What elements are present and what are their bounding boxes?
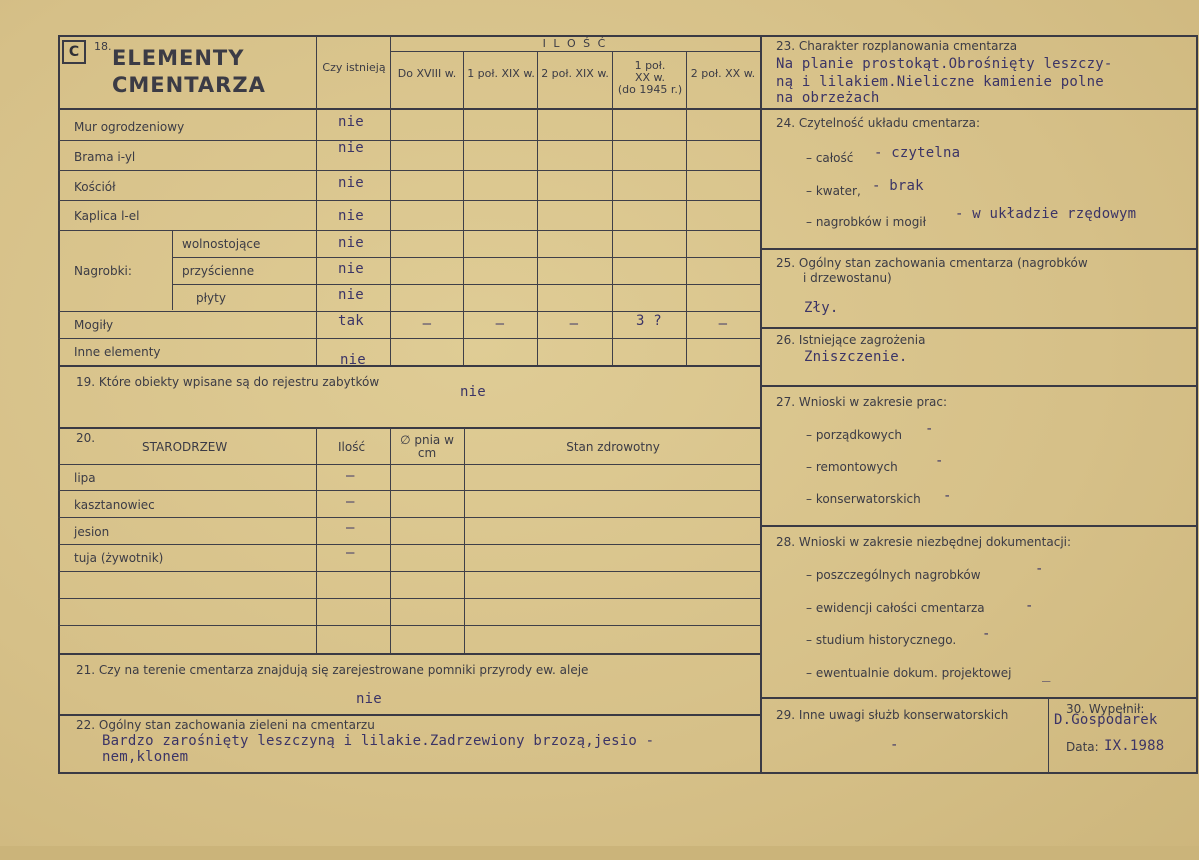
h-line: [58, 140, 760, 141]
q26-value: Zniszczenie.: [804, 349, 908, 365]
row-label-brama: Brama i-yl: [74, 150, 136, 164]
q21-label: 21. Czy na terenie cmentarza znajdują się zarejestrowane pomniki przyrody ew. aleje: [76, 663, 589, 677]
q24-item-calosc: – całość: [806, 151, 854, 165]
frame-top: [58, 35, 1198, 37]
h-line: [58, 464, 760, 465]
h-line: [762, 108, 1198, 110]
v-line: [390, 36, 391, 366]
h-line: [58, 517, 760, 518]
row-value-inne: nie: [340, 352, 366, 368]
tree-name-kasztanowiec: kasztanowiec: [74, 498, 155, 512]
q30-date-label: Data:: [1066, 740, 1099, 754]
q27-item-remontowych: – remontowych: [806, 460, 898, 474]
h-line: [58, 427, 760, 429]
section-number: 18.: [94, 40, 112, 53]
col-1-xix: 1 poł. XIX w.: [467, 67, 535, 80]
col-1-xx-b: XX w.: [634, 71, 666, 84]
row-label-mogily: Mogiły: [74, 318, 114, 332]
h-line: [172, 284, 760, 285]
frame-bottom: [58, 772, 1198, 774]
q28-value-studium: -: [982, 626, 991, 642]
mogily-1-xx: 3 ?: [636, 313, 662, 329]
row-value-kosciol: nie: [338, 175, 364, 191]
q28-label: 28. Wnioski w zakresie niezbędnej dokumentacji:: [776, 535, 1072, 549]
row-label-kosciol: Kościół: [74, 180, 116, 194]
col-xviii: Do XVIII w.: [397, 67, 457, 80]
h-line: [58, 598, 760, 599]
column-divider: [760, 35, 762, 774]
row-label-mur: Mur ogrodzeniowy: [74, 120, 185, 134]
mogily-xviii: –: [422, 316, 432, 332]
v-line: [612, 52, 613, 366]
q20-number: 20.: [76, 431, 96, 445]
q29-label: 29. Inne uwagi służb konserwatorskich: [776, 708, 1009, 722]
q24-value-kwater: - brak: [872, 178, 924, 194]
q28-value-projektowej: _: [1042, 666, 1051, 682]
q24-item-kwater: – kwater,: [806, 184, 861, 198]
mogily-2-xix: –: [569, 316, 579, 332]
title-line1: ELEMENTY: [112, 46, 245, 70]
ilosc-header: I L O Ś Ć: [542, 37, 608, 50]
q21-value: nie: [356, 691, 382, 707]
tree-name-jesion: jesion: [74, 525, 110, 539]
h-line: [58, 365, 760, 367]
col-1-xx-a: 1 poł.: [634, 59, 666, 72]
h-line: [58, 714, 760, 716]
row-value-brama: nie: [338, 140, 364, 156]
row-label-kaplica: Kaplica l-el: [74, 209, 140, 223]
row-label-plyty: płyty: [196, 291, 226, 305]
q25-label-line1: 25. Ogólny stan zachowania cmentarza (nagrobków: [776, 256, 1088, 270]
tree-name-lipa: lipa: [74, 471, 96, 485]
tree-count-lipa: –: [346, 468, 355, 484]
frame-right: [1196, 35, 1198, 774]
section-code: C: [62, 40, 86, 64]
h-line: [762, 327, 1198, 329]
row-value-kaplica: nie: [338, 208, 364, 224]
h-line: [762, 525, 1198, 527]
h-line: [58, 170, 760, 171]
q24-label: 24. Czytelność układu cmentarza:: [776, 116, 981, 130]
col-czy-istnieja: Czy istnieją: [322, 61, 386, 74]
row-value-przyscienne: nie: [338, 261, 364, 277]
q23-line1: Na planie prostokąt.Obrośnięty leszczy-: [776, 56, 1113, 72]
v-line: [1048, 698, 1049, 773]
q24-value-nagrobkow: - w układzie rzędowym: [955, 206, 1137, 222]
col-1-xx-c: (do 1945 r.): [617, 83, 683, 96]
ilosc-underline: [390, 51, 760, 52]
nagrobki-label: Nagrobki:: [74, 264, 132, 278]
v-line: [463, 52, 464, 366]
q22-line1: Bardzo zarośnięty leszczyną i lilakie.Zadrzewiony brzozą,jesio -: [102, 733, 655, 749]
q20-col-stan: Stan zdrowotny: [566, 440, 660, 454]
v-line: [390, 428, 391, 654]
row-label-wolnostojace: wolnostojące: [182, 237, 261, 251]
row-value-plyty: nie: [338, 287, 364, 303]
q27-item-konserwatorskich: – konserwatorskich: [806, 492, 921, 506]
h-line: [58, 653, 760, 655]
q25-label-line2: i drzewostanu): [803, 271, 892, 285]
q19-value: nie: [460, 384, 486, 400]
q26-label: 26. Istniejące zagrożenia: [776, 333, 926, 347]
h-line: [762, 697, 1198, 699]
q23-line3: na obrzeżach: [776, 90, 880, 106]
h-line: [58, 544, 760, 545]
v-line: [316, 428, 317, 654]
h-line: [58, 200, 760, 201]
q22-line2: nem,klonem: [102, 749, 189, 765]
q25-value: Zły.: [804, 300, 839, 316]
q20-col-ilosc: Ilość: [338, 440, 366, 454]
row-value-mogily: tak: [338, 313, 364, 329]
card-bottom-margin: [0, 846, 1199, 860]
header-bottom: [58, 108, 760, 110]
frame-left: [58, 35, 60, 774]
h-line: [58, 490, 760, 491]
tree-name-tuja: tuja (żywotnik): [74, 551, 164, 565]
q24-value-calosc: - czytelna: [874, 145, 961, 161]
q28-item-studium: – studium historycznego.: [806, 633, 957, 647]
q23-label: 23. Charakter rozplanowania cmentarza: [776, 39, 1018, 53]
v-line: [464, 428, 465, 654]
mogily-1-xix: –: [495, 316, 505, 332]
q30-label: 30. Wypełnił:: [1066, 702, 1145, 716]
v-line: [537, 52, 538, 366]
v-line: [316, 36, 317, 366]
tree-count-jesion: –: [346, 520, 355, 536]
q30-date: IX.1988: [1104, 738, 1165, 754]
col-2-xix: 2 poł. XIX w.: [541, 67, 609, 80]
q28-item-nagrobkow: – poszczególnych nagrobków: [806, 568, 981, 582]
h-line: [762, 248, 1198, 250]
title-line2: CMENTARZA: [112, 73, 266, 97]
row-value-mur: nie: [338, 114, 364, 130]
row-label-inne: Inne elementy: [74, 345, 161, 359]
q27-value-porzadkowych: -: [925, 421, 934, 437]
q27-item-porzadkowych: – porządkowych: [806, 428, 902, 442]
q27-label: 27. Wnioski w zakresie prac:: [776, 395, 948, 409]
q28-value-ewidencji: -: [1025, 598, 1034, 614]
q19-label: 19. Które obiekty wpisane są do rejestru zabytków: [76, 375, 380, 389]
tree-count-tuja: –: [346, 545, 355, 561]
row-label-przyscienne: przyścienne: [182, 264, 255, 278]
q22-label: 22. Ogólny stan zachowania zieleni na cmentarzu: [76, 718, 375, 732]
h-line: [172, 257, 760, 258]
q28-item-ewidencji: – ewidencji całości cmentarza: [806, 601, 985, 615]
h-line: [58, 571, 760, 572]
h-line: [762, 385, 1198, 387]
q23-line2: ną i lilakiem.Nieliczne kamienie polne: [776, 74, 1104, 90]
q20-col-phi: ∅ pnia w cm: [400, 433, 454, 460]
v-line: [686, 52, 687, 366]
h-line: [58, 338, 760, 339]
h-line: [58, 625, 760, 626]
h-line: [58, 230, 760, 231]
q27-value-konserwatorskich: -: [943, 488, 952, 504]
row-value-wolnostojace: nie: [338, 235, 364, 251]
h-line: [58, 311, 760, 312]
v-line: [172, 230, 173, 310]
mogily-2-xx: –: [718, 316, 728, 332]
q28-item-projektowej: – ewentualnie dokum. projektowej: [806, 666, 1012, 680]
q27-value-remontowych: -: [935, 453, 944, 469]
q24-item-nagrobkow: – nagrobków i mogił: [806, 215, 927, 229]
col-2-xx: 2 poł. XX w.: [690, 67, 756, 80]
q30-name: D.Gospodarek: [1054, 712, 1158, 728]
q28-value-nagrobkow: -: [1035, 561, 1044, 577]
tree-count-kasztanowiec: –: [346, 494, 355, 510]
q29-value: -: [890, 737, 899, 753]
q20-header: STARODRZEW: [142, 440, 228, 454]
